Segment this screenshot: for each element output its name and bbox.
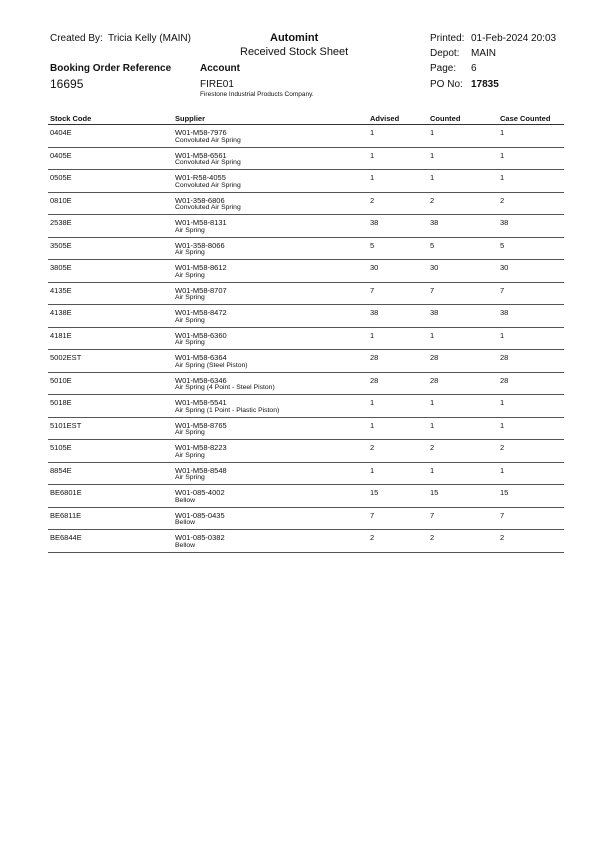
case-counted-cell: 1	[500, 420, 505, 430]
description-cell: Air Spring (4 Point - Steel Piston)	[175, 384, 275, 391]
advised-cell: 1	[370, 150, 375, 160]
report-title: Received Stock Sheet	[240, 46, 349, 58]
case-counted-cell: 2	[500, 533, 505, 542]
stock-code-cell: 8854E	[50, 465, 72, 475]
stock-code-cell: 0505E	[50, 173, 72, 182]
advised-cell: 28	[370, 353, 379, 362]
stock-code-cell: 0405E	[50, 150, 72, 160]
case-counted-cell: 1	[500, 128, 505, 137]
account-label: Account	[200, 63, 240, 74]
supplier-code-cell: W01-R58-4055	[175, 173, 226, 182]
case-counted-cell: 1	[500, 465, 505, 475]
table-row	[48, 170, 564, 193]
supplier-code-cell: W01-085-0382	[175, 533, 225, 542]
case-counted-cell: 30	[500, 263, 509, 272]
printed-value: 01-Feb-2024 20:03	[471, 33, 557, 44]
stock-code-cell: 5002EST	[50, 353, 82, 362]
counted-cell: 1	[430, 150, 435, 160]
counted-cell: 2	[430, 443, 435, 452]
account-value: FIRE01	[200, 79, 234, 90]
counted-cell: 1	[430, 398, 435, 407]
booking-ref-value: 16695	[50, 77, 84, 91]
case-counted-cell: 2	[500, 443, 505, 452]
supplier-code-cell: W01-M58-8223	[175, 443, 227, 452]
supplier-code-cell: W01-M58-8707	[175, 285, 227, 295]
supplier-code-cell: W01-358-6806	[175, 195, 225, 205]
description-cell: Air Spring	[175, 474, 205, 481]
case-counted-cell: 1	[500, 173, 505, 182]
description-cell: Air Spring	[175, 429, 205, 436]
supplier-code-cell: W01-M58-6346	[175, 375, 227, 385]
supplier-code-cell: W01-M58-8765	[175, 420, 227, 430]
stock-code-cell: 5018E	[50, 398, 72, 407]
stock-code-cell: 0404E	[50, 128, 72, 137]
description-cell: Air Spring (Steel Piston)	[175, 361, 248, 369]
stock-code-cell: 2538E	[50, 218, 72, 227]
table-row	[48, 395, 564, 418]
description-cell: Air Spring	[175, 451, 205, 459]
advised-cell: 2	[370, 443, 375, 452]
advised-cell: 30	[370, 263, 379, 272]
table-row	[48, 440, 564, 463]
table-row	[48, 260, 564, 283]
counted-cell: 30	[430, 263, 439, 272]
table-row	[48, 350, 564, 373]
table-row	[48, 328, 564, 351]
description-cell: Convoluted Air Spring	[175, 204, 241, 211]
supplier-code-cell: W01-M58-6360	[175, 330, 227, 340]
stock-code-cell: 5105E	[50, 443, 72, 452]
supplier-code-cell: W01-M58-6364	[175, 353, 227, 362]
advised-cell: 7	[370, 510, 375, 520]
supplier-code-cell: W01-M58-8548	[175, 465, 227, 475]
depot-value: MAIN	[471, 48, 496, 59]
advised-cell: 7	[370, 285, 375, 295]
advised-cell: 38	[370, 218, 379, 227]
header-stock-code: Stock Code	[50, 114, 92, 123]
description-cell: Convoluted Air Spring	[175, 181, 241, 189]
description-cell: Bellow	[175, 496, 196, 504]
stock-code-cell: 0810E	[50, 195, 72, 205]
counted-cell: 1	[430, 330, 435, 340]
counted-cell: 1	[430, 173, 435, 182]
description-cell: Air Spring	[175, 316, 205, 324]
stock-code-cell: 4138E	[50, 308, 72, 317]
po-value: 17835	[471, 79, 499, 90]
advised-cell: 1	[370, 173, 375, 182]
supplier-code-cell: W01-085-0435	[175, 510, 225, 520]
description-cell: Air Spring	[175, 226, 205, 234]
table-row	[48, 283, 564, 306]
table-row	[48, 238, 564, 261]
supplier-code-cell: W01-085-4002	[175, 488, 225, 497]
advised-cell: 1	[370, 330, 375, 340]
advised-cell: 1	[370, 465, 375, 475]
header-counted: Counted	[430, 114, 461, 123]
description-cell: Air Spring	[175, 294, 205, 301]
stock-code-cell: 5010E	[50, 375, 72, 385]
advised-cell: 2	[370, 533, 375, 542]
advised-cell: 38	[370, 308, 379, 317]
case-counted-cell: 1	[500, 330, 505, 340]
counted-cell: 1	[430, 128, 435, 137]
stock-code-cell: 3505E	[50, 240, 72, 250]
supplier-code-cell: W01-M58-5541	[175, 398, 227, 407]
header-supplier: Supplier	[175, 114, 206, 123]
depot-label: Depot:	[430, 48, 460, 59]
description-cell: Air Spring	[175, 271, 205, 279]
advised-cell: 15	[370, 488, 379, 497]
table-body	[48, 125, 564, 553]
description-cell: Air Spring (1 Point - Plastic Piston)	[175, 406, 280, 414]
counted-cell: 28	[430, 353, 439, 362]
table-row	[48, 373, 564, 396]
supplier-code-cell: W01-M58-6561	[175, 150, 227, 160]
case-counted-cell: 7	[500, 510, 505, 520]
advised-cell: 5	[370, 240, 375, 250]
stock-table	[48, 113, 564, 553]
created-by-value: Tricia Kelly (MAIN)	[108, 33, 191, 44]
po-label: PO No:	[430, 79, 463, 90]
stock-code-cell: BE6844E	[50, 533, 82, 542]
counted-cell: 7	[430, 285, 435, 295]
counted-cell: 7	[430, 510, 435, 520]
stock-code-cell: 4181E	[50, 330, 72, 340]
description-cell: Convoluted Air Spring	[175, 136, 241, 144]
table-row	[48, 125, 564, 148]
counted-cell: 1	[430, 465, 435, 475]
counted-cell: 5	[430, 240, 435, 250]
advised-cell: 28	[370, 375, 379, 385]
page-label: Page:	[430, 63, 457, 74]
header-case-counted: Case Counted	[500, 114, 551, 123]
description-cell: Convoluted Air Spring	[175, 159, 241, 166]
case-counted-cell: 1	[500, 398, 505, 407]
supplier-code-cell: W01-M58-8131	[175, 218, 227, 227]
counted-cell: 2	[430, 533, 435, 542]
case-counted-cell: 38	[500, 218, 509, 227]
counted-cell: 38	[430, 218, 439, 227]
table-row	[48, 148, 564, 171]
advised-cell: 2	[370, 195, 375, 205]
counted-cell: 15	[430, 488, 439, 497]
case-counted-cell: 28	[500, 375, 509, 385]
account-name: Firestone Industrial Products Company.	[200, 91, 314, 98]
table-row	[48, 485, 564, 508]
table-row	[48, 530, 564, 553]
table-row	[48, 508, 564, 531]
counted-cell: 2	[430, 195, 435, 205]
stock-code-cell: 4135E	[50, 285, 72, 295]
case-counted-cell: 15	[500, 488, 509, 497]
stock-code-cell: 3805E	[50, 263, 72, 272]
case-counted-cell: 2	[500, 195, 505, 205]
supplier-code-cell: W01-358-8066	[175, 240, 225, 250]
advised-cell: 1	[370, 398, 375, 407]
counted-cell: 1	[430, 420, 435, 430]
stock-code-cell: 5101EST	[50, 420, 82, 430]
printed-label: Printed:	[430, 33, 465, 44]
table-row	[48, 305, 564, 328]
table-row	[48, 193, 564, 216]
description-cell: Air Spring	[175, 249, 205, 256]
case-counted-cell: 5	[500, 240, 505, 250]
case-counted-cell: 7	[500, 285, 505, 295]
description-cell: Bellow	[175, 541, 196, 549]
advised-cell: 1	[370, 128, 375, 137]
description-cell: Bellow	[175, 519, 196, 526]
supplier-code-cell: W01-M58-8472	[175, 308, 227, 317]
table-row	[48, 418, 564, 441]
advised-cell: 1	[370, 420, 375, 430]
page-value: 6	[471, 63, 477, 74]
table-row	[48, 215, 564, 238]
case-counted-cell: 1	[500, 150, 505, 160]
booking-ref-label: Booking Order Reference	[50, 63, 172, 74]
supplier-code-cell: W01-M58-8612	[175, 263, 227, 272]
case-counted-cell: 28	[500, 353, 509, 362]
supplier-code-cell: W01-M58-7976	[175, 128, 227, 137]
counted-cell: 38	[430, 308, 439, 317]
table-header	[48, 113, 564, 125]
created-by-label: Created By:	[50, 33, 103, 44]
counted-cell: 28	[430, 375, 439, 385]
stock-code-cell: BE6801E	[50, 488, 82, 497]
description-cell: Air Spring	[175, 339, 205, 346]
case-counted-cell: 38	[500, 308, 509, 317]
stock-code-cell: BE6811E	[50, 510, 82, 520]
header-advised: Advised	[370, 114, 400, 123]
table-row	[48, 463, 564, 486]
company-name: Automint	[270, 32, 319, 44]
